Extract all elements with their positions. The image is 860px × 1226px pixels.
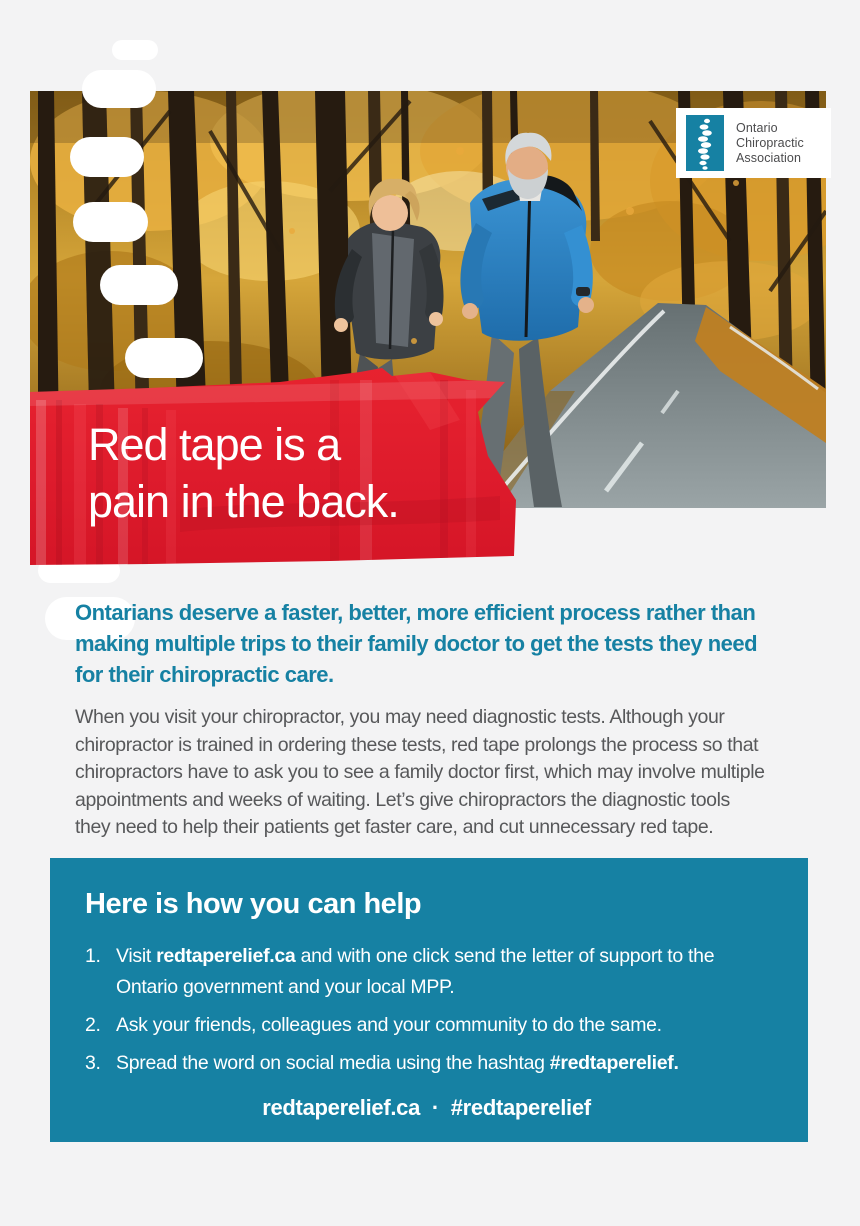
man-watch bbox=[576, 287, 590, 296]
help-item-text: Visit redtaperelief.ca and with one click send the letter of support to the Ontario government and your local MPP. bbox=[116, 945, 715, 998]
intro-heading: Ontarians deserve a faster, better, more efficient process rather than making multiple trips to their family doctor to get the tests they need for their chiropractic care. bbox=[75, 600, 758, 687]
spine-vertebra bbox=[100, 265, 178, 305]
logo-line-2: Chiropractic bbox=[736, 135, 804, 150]
spine-vertebra bbox=[70, 137, 144, 177]
help-item-number: 1. bbox=[85, 945, 101, 967]
oca-logo bbox=[676, 108, 831, 178]
help-item-number: 3. bbox=[85, 1052, 101, 1074]
help-box-footer: redtaperelief.ca · #redtaperelief bbox=[262, 1095, 591, 1120]
intro-body: When you visit your chiropractor, you may need diagnostic tests. Although your chiropractor is trained in ordering these tests, red tape prolongs the process so that chiropractors have to ask you to see a family doctor first, which may involve multiple appointments and weeks of waiting. Let’s give chiropractors the diagnostic tools they need to help their patients get faster care, and cut unnecessary red tape. bbox=[75, 706, 765, 838]
logo-line-1: Ontario bbox=[736, 120, 778, 135]
help-list-item bbox=[85, 1048, 768, 1079]
spine-logo-icon bbox=[686, 115, 724, 171]
help-list-item bbox=[85, 1010, 768, 1041]
help-list bbox=[85, 941, 768, 1079]
banner-line-1: Red tape is a bbox=[88, 419, 341, 470]
logo-line-3: Association bbox=[736, 150, 802, 165]
help-box-title: Here is how you can help bbox=[85, 888, 422, 920]
spine-vertebra bbox=[112, 40, 158, 60]
banner-headline bbox=[88, 416, 399, 530]
help-item-number: 2. bbox=[85, 1014, 101, 1036]
help-list-item bbox=[85, 941, 768, 1003]
banner-line-2: pain in the back. bbox=[88, 476, 399, 527]
red-tape-banner bbox=[30, 360, 522, 572]
spine-vertebra bbox=[73, 202, 148, 242]
logo-wordmark bbox=[736, 121, 804, 166]
help-box bbox=[50, 858, 808, 1142]
spine-vertebra bbox=[82, 70, 156, 108]
help-item-text: Spread the word on social media using the hashtag #redtaperelief. bbox=[116, 1052, 679, 1074]
help-item-text: Ask your friends, colleagues and your community to do the same. bbox=[116, 1014, 662, 1036]
